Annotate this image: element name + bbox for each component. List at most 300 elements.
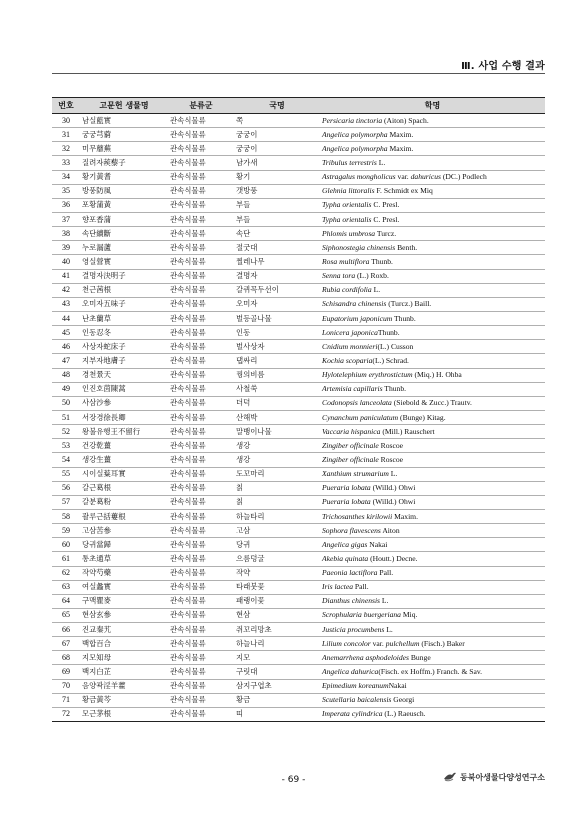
cell-korean-name: 타래붓꽃 [234, 580, 320, 594]
scientific-name-author: (Mill.) Rauschert [380, 426, 435, 436]
cell-old-name: 황금黃芩 [80, 693, 168, 707]
bird-logo-icon [443, 771, 457, 783]
cell-scientific-name [320, 283, 545, 297]
cell-korean-name: 궁궁이 [234, 142, 320, 156]
scientific-name-author: Maxim. [387, 129, 414, 139]
scientific-name-author: var. [395, 172, 411, 182]
scientific-name-author: (Willd.) Ohwi [370, 497, 416, 507]
table-row [52, 566, 545, 580]
scientific-name-author: Maxim. [387, 143, 414, 153]
cell-taxon-group: 관속식물류 [168, 594, 234, 608]
scientific-name-author: Thunb. [369, 256, 393, 266]
table-row [52, 467, 545, 481]
cell-old-name: 영실營實 [80, 255, 168, 269]
table-row [52, 594, 545, 608]
scientific-name-author: (L.) Raeusch. [382, 709, 426, 719]
cell-korean-name: 삼지구엽초 [234, 679, 320, 693]
cell-korean-name: 고삼 [234, 524, 320, 538]
column-header-korean-name: 국명 [234, 98, 320, 114]
cell-korean-name: 더덕 [234, 396, 320, 410]
cell-taxon-group: 관속식물류 [168, 212, 234, 226]
cell-old-name: 왕불유행王不留行 [80, 425, 168, 439]
table-row [52, 142, 545, 156]
scientific-name-author: L. [380, 596, 389, 606]
scientific-name-italic: Epimedium koreanum [322, 681, 389, 691]
scientific-name-italic: Scutellaria baicalensis [322, 695, 392, 705]
scientific-name-italic: Astragalus mongholicus [322, 172, 396, 182]
cell-korean-name: 속단 [234, 227, 320, 241]
cell-scientific-name [320, 382, 545, 396]
scientific-name-italic: Typha orientalis [322, 200, 372, 210]
scientific-name-italic: Angelica dahurica [322, 667, 379, 677]
cell-korean-name: 칡 [234, 495, 320, 509]
cell-old-name: 인진호茵陳蒿 [80, 382, 168, 396]
cell-korean-name: 하늘나리 [234, 637, 320, 651]
scientific-name-italic: Vaccaria hispanica [322, 426, 381, 436]
scientific-name-author: L. [371, 285, 381, 295]
cell-korean-name: 쥐꼬리망초 [234, 623, 320, 637]
table-row [52, 623, 545, 637]
cell-number: 64 [52, 594, 80, 608]
cell-number: 72 [52, 707, 80, 721]
cell-old-name: 사삼沙參 [80, 396, 168, 410]
cell-number: 53 [52, 439, 80, 453]
cell-scientific-name [320, 311, 545, 325]
cell-korean-name: 궁궁이 [234, 128, 320, 142]
scientific-name-author: (L.) Cusson [377, 341, 414, 351]
column-header-taxon-group: 분류군 [168, 98, 234, 114]
cell-scientific-name [320, 142, 545, 156]
cell-taxon-group: 관속식물류 [168, 184, 234, 198]
cell-taxon-group: 관속식물류 [168, 368, 234, 382]
cell-korean-name: 으름덩굴 [234, 552, 320, 566]
cell-taxon-group: 관속식물류 [168, 679, 234, 693]
table-row [52, 693, 545, 707]
cell-scientific-name [320, 665, 545, 679]
table-row [52, 212, 545, 226]
cell-korean-name: 당귀 [234, 538, 320, 552]
cell-scientific-name [320, 255, 545, 269]
cell-number: 35 [52, 184, 80, 198]
cell-number: 46 [52, 340, 80, 354]
cell-number: 45 [52, 326, 80, 340]
table-row [52, 269, 545, 283]
cell-number: 52 [52, 425, 80, 439]
cell-korean-name: 황기 [234, 170, 320, 184]
cell-number: 63 [52, 580, 80, 594]
cell-old-name: 지부자地膚子 [80, 354, 168, 368]
cell-number: 43 [52, 297, 80, 311]
table-row [52, 665, 545, 679]
cell-old-name: 서장경徐長卿 [80, 410, 168, 424]
cell-taxon-group: 관속식물류 [168, 439, 234, 453]
cell-korean-name: 생강 [234, 453, 320, 467]
cell-old-name: 백합百合 [80, 637, 168, 651]
table-row [52, 552, 545, 566]
cell-taxon-group: 관속식물류 [168, 297, 234, 311]
cell-taxon-group: 관속식물류 [168, 255, 234, 269]
cell-taxon-group: 관속식물류 [168, 227, 234, 241]
cell-taxon-group: 관속식물류 [168, 693, 234, 707]
cell-taxon-group: 관속식물류 [168, 410, 234, 424]
scientific-name-italic: Phlomis umbrosa [322, 228, 376, 238]
cell-korean-name: 벌사상자 [234, 340, 320, 354]
cell-korean-name: 오미자 [234, 297, 320, 311]
scientific-name-italic: Rubia cordifolia [322, 285, 372, 295]
cell-scientific-name [320, 509, 545, 523]
cell-number: 57 [52, 495, 80, 509]
scientific-name-author: C. Presl. [371, 214, 400, 224]
cell-korean-name: 인동 [234, 326, 320, 340]
cell-taxon-group: 관속식물류 [168, 142, 234, 156]
scientific-name-italic: Dianthus chinensis [322, 596, 381, 606]
cell-scientific-name [320, 538, 545, 552]
scientific-name-italic: Senna tora [322, 271, 356, 281]
cell-taxon-group: 관속식물류 [168, 495, 234, 509]
cell-old-name: 갈근葛根 [80, 481, 168, 495]
cell-scientific-name [320, 679, 545, 693]
cell-number: 59 [52, 524, 80, 538]
table-row [52, 128, 545, 142]
cell-korean-name: 갯방풍 [234, 184, 320, 198]
header-rule [52, 73, 545, 74]
scientific-name-italic: Akebia quinata [322, 553, 369, 563]
cell-scientific-name [320, 354, 545, 368]
cell-scientific-name [320, 439, 545, 453]
cell-taxon-group: 관속식물류 [168, 311, 234, 325]
species-table [52, 97, 545, 722]
cell-number: 40 [52, 255, 80, 269]
scientific-name-italic: Pueraria lobata [322, 483, 371, 493]
scientific-name-italic: Cynanchum paniculatum [322, 412, 399, 422]
table-row [52, 707, 545, 721]
scientific-name-author: Roscoe [378, 440, 404, 450]
cell-scientific-name [320, 693, 545, 707]
cell-taxon-group: 관속식물류 [168, 170, 234, 184]
cell-scientific-name [320, 425, 545, 439]
cell-scientific-name [320, 410, 545, 424]
cell-old-name: 속단續斷 [80, 227, 168, 241]
cell-korean-name: 구릿대 [234, 665, 320, 679]
scientific-name-italic: Imperata cylindrica [322, 709, 383, 719]
scientific-name-italic: Eupatorium japonicum [322, 313, 393, 323]
cell-taxon-group: 관속식물류 [168, 665, 234, 679]
scientific-name-italic: Hylotelephium erythrostictum [322, 370, 413, 380]
scientific-name-author: Pall. [353, 582, 369, 592]
scientific-name-italic: Trichosanthes kirilowii [322, 511, 393, 521]
scientific-name-author: (Aiton) Spach. [382, 115, 429, 125]
page-header-title: Ⅲ. 사업 수행 결과 [461, 61, 545, 72]
page-number: - 69 - [281, 775, 306, 785]
table-row [52, 396, 545, 410]
scientific-name-italic: Cnidium monnieri [322, 341, 378, 351]
table-body [52, 114, 545, 722]
cell-number: 44 [52, 311, 80, 325]
cell-number: 36 [52, 198, 80, 212]
table-row [52, 255, 545, 269]
column-header-number: 번호 [52, 98, 80, 114]
table-row [52, 481, 545, 495]
scientific-name-italic: Typha orientalis [322, 214, 372, 224]
cell-korean-name: 도꼬마리 [234, 467, 320, 481]
cell-korean-name: 띠 [234, 707, 320, 721]
scientific-name-author: var. [370, 638, 386, 648]
scientific-name-italic: Scrophularia buergeriana [322, 610, 401, 620]
cell-taxon-group: 관속식물류 [168, 128, 234, 142]
scientific-name-author: L. [384, 624, 393, 634]
scientific-name-author: (Bunge) Kitag. [398, 412, 446, 422]
cell-old-name: 지모知母 [80, 651, 168, 665]
cell-korean-name: 말뱅이나물 [234, 425, 320, 439]
cell-old-name: 괄루근括蔞根 [80, 509, 168, 523]
cell-old-name: 방풍防風 [80, 184, 168, 198]
table-row [52, 311, 545, 325]
cell-number: 61 [52, 552, 80, 566]
cell-old-name: 질려자蒺藜子 [80, 156, 168, 170]
cell-taxon-group: 관속식물류 [168, 340, 234, 354]
table-row [52, 425, 545, 439]
cell-old-name: 갈분葛粉 [80, 495, 168, 509]
cell-korean-name: 생강 [234, 439, 320, 453]
cell-number: 58 [52, 509, 80, 523]
cell-old-name: 작약芍藥 [80, 566, 168, 580]
scientific-name-italic: Pueraria lobata [322, 497, 371, 507]
cell-korean-name: 현삼 [234, 608, 320, 622]
cell-number: 65 [52, 608, 80, 622]
cell-korean-name: 쪽 [234, 114, 320, 128]
cell-number: 47 [52, 354, 80, 368]
scientific-name-author: (Siebold & Zucc.) Trautv. [391, 398, 472, 408]
table-row [52, 114, 545, 128]
table-row [52, 170, 545, 184]
cell-old-name: 고삼苦參 [80, 524, 168, 538]
cell-taxon-group: 관속식물류 [168, 608, 234, 622]
cell-scientific-name [320, 651, 545, 665]
scientific-name-italic: pulchellum [385, 638, 420, 648]
cell-old-name: 통초通草 [80, 552, 168, 566]
scientific-name-italic: Tribulus terrestris [322, 157, 377, 167]
cell-number: 56 [52, 481, 80, 495]
cell-korean-name: 댑싸리 [234, 354, 320, 368]
cell-scientific-name [320, 495, 545, 509]
cell-taxon-group: 관속식물류 [168, 198, 234, 212]
cell-korean-name: 찔레나무 [234, 255, 320, 269]
cell-old-name: 오미자五味子 [80, 297, 168, 311]
scientific-name-italic: dahuricus [410, 172, 441, 182]
cell-korean-name: 꿩의비름 [234, 368, 320, 382]
cell-number: 33 [52, 156, 80, 170]
table-row [52, 326, 545, 340]
cell-number: 70 [52, 679, 80, 693]
scientific-name-author: C. Presl. [371, 200, 400, 210]
cell-number: 34 [52, 170, 80, 184]
cell-number: 67 [52, 637, 80, 651]
table-row [52, 453, 545, 467]
column-header-old-name: 고문헌 생물명 [80, 98, 168, 114]
cell-taxon-group: 관속식물류 [168, 114, 234, 128]
cell-taxon-group: 관속식물류 [168, 481, 234, 495]
table-row [52, 241, 545, 255]
scientific-name-author: Miq. [400, 610, 418, 620]
cell-number: 49 [52, 382, 80, 396]
scientific-name-author: Nakai [367, 539, 388, 549]
table-row [52, 283, 545, 297]
cell-scientific-name [320, 212, 545, 226]
scientific-name-italic: Sophora flavescens [322, 525, 381, 535]
cell-scientific-name [320, 524, 545, 538]
scientific-name-author: Turcz. [375, 228, 397, 238]
scientific-name-italic: Zingiber officinale [322, 454, 379, 464]
cell-scientific-name [320, 227, 545, 241]
table-row [52, 679, 545, 693]
cell-number: 37 [52, 212, 80, 226]
scientific-name-author: Nakai [388, 681, 407, 691]
table-row [52, 524, 545, 538]
cell-number: 50 [52, 396, 80, 410]
cell-scientific-name [320, 608, 545, 622]
footer-logo [443, 771, 545, 783]
cell-taxon-group: 관속식물류 [168, 552, 234, 566]
cell-taxon-group: 관속식물류 [168, 651, 234, 665]
scientific-name-author: Aiton [380, 525, 400, 535]
cell-old-name: 생강生薑 [80, 453, 168, 467]
cell-korean-name: 부들 [234, 198, 320, 212]
cell-taxon-group: 관속식물류 [168, 326, 234, 340]
scientific-name-italic: Codonopsis lanceolata [322, 398, 392, 408]
cell-scientific-name [320, 566, 545, 580]
cell-scientific-name [320, 156, 545, 170]
scientific-name-author: (Willd.) Ohwi [370, 483, 416, 493]
table-row [52, 637, 545, 651]
cell-taxon-group: 관속식물류 [168, 707, 234, 721]
table-row [52, 354, 545, 368]
cell-old-name: 건강乾薑 [80, 439, 168, 453]
cell-scientific-name [320, 128, 545, 142]
cell-taxon-group: 관속식물류 [168, 509, 234, 523]
table-row [52, 184, 545, 198]
scientific-name-author: (DC.) Podlech [440, 172, 487, 182]
cell-taxon-group: 관속식물류 [168, 453, 234, 467]
cell-korean-name: 칡 [234, 481, 320, 495]
cell-old-name: 경천景天 [80, 368, 168, 382]
cell-scientific-name [320, 707, 545, 721]
cell-taxon-group: 관속식물류 [168, 637, 234, 651]
table-header-row [52, 98, 545, 114]
table-row [52, 495, 545, 509]
scientific-name-author: (L.) Roxb. [355, 271, 389, 281]
cell-taxon-group: 관속식물류 [168, 283, 234, 297]
scientific-name-author: Bunge [408, 652, 431, 662]
cell-korean-name: 작약 [234, 566, 320, 580]
cell-taxon-group: 관속식물류 [168, 241, 234, 255]
cell-korean-name: 황금 [234, 693, 320, 707]
scientific-name-italic: Angelica polymorpha [322, 129, 388, 139]
cell-old-name: 당귀當歸 [80, 538, 168, 552]
cell-scientific-name [320, 594, 545, 608]
cell-taxon-group: 관속식물류 [168, 269, 234, 283]
cell-old-name: 현삼玄參 [80, 608, 168, 622]
cell-taxon-group: 관속식물류 [168, 538, 234, 552]
cell-scientific-name [320, 326, 545, 340]
scientific-name-italic: Schisandra chinensis [322, 299, 387, 309]
scientific-name-italic: Angelica gigas [322, 539, 368, 549]
cell-taxon-group: 관속식물류 [168, 425, 234, 439]
cell-number: 42 [52, 283, 80, 297]
table-row [52, 651, 545, 665]
cell-number: 30 [52, 114, 80, 128]
cell-scientific-name [320, 184, 545, 198]
cell-scientific-name [320, 467, 545, 481]
cell-korean-name: 결명자 [234, 269, 320, 283]
cell-taxon-group: 관속식물류 [168, 566, 234, 580]
cell-korean-name: 하늘타리 [234, 509, 320, 523]
scientific-name-italic: Lilium concolor [322, 638, 371, 648]
cell-scientific-name [320, 241, 545, 255]
cell-old-name: 미무蘼蕪 [80, 142, 168, 156]
cell-old-name: 난초蘭草 [80, 311, 168, 325]
cell-number: 38 [52, 227, 80, 241]
table-row [52, 410, 545, 424]
table-row [52, 368, 545, 382]
cell-scientific-name [320, 453, 545, 467]
cell-old-name: 천근茜根 [80, 283, 168, 297]
scientific-name-author: (Houtt.) Decne. [368, 553, 418, 563]
cell-old-name: 사상자蛇床子 [80, 340, 168, 354]
scientific-name-italic: Justicia procumbens [322, 624, 385, 634]
cell-taxon-group: 관속식물류 [168, 396, 234, 410]
scientific-name-italic: Anemarrhena asphodeloides [322, 652, 409, 662]
table-row [52, 382, 545, 396]
scientific-name-author: (Miq.) H. Ohba [412, 370, 462, 380]
cell-number: 68 [52, 651, 80, 665]
scientific-name-italic: Siphonostegia chinensis [322, 242, 396, 252]
scientific-name-italic: Angelica polymorpha [322, 143, 388, 153]
table-row [52, 297, 545, 311]
cell-old-name: 백지白芷 [80, 665, 168, 679]
cell-number: 39 [52, 241, 80, 255]
cell-korean-name: 사철쑥 [234, 382, 320, 396]
scientific-name-author: (L.) Schrad. [372, 355, 409, 365]
cell-number: 51 [52, 410, 80, 424]
scientific-name-author: Thunb. [382, 384, 407, 394]
scientific-name-italic: Persicaria tinctoria [322, 115, 383, 125]
cell-taxon-group: 관속식물류 [168, 156, 234, 170]
cell-old-name: 여실蠡實 [80, 580, 168, 594]
cell-scientific-name [320, 481, 545, 495]
cell-taxon-group: 관속식물류 [168, 382, 234, 396]
cell-number: 48 [52, 368, 80, 382]
cell-scientific-name [320, 297, 545, 311]
scientific-name-italic: Xanthium strumarium [322, 469, 389, 479]
table-row [52, 340, 545, 354]
table-row [52, 439, 545, 453]
scientific-name-author: Georgi [391, 695, 415, 705]
cell-taxon-group: 관속식물류 [168, 623, 234, 637]
table-row [52, 509, 545, 523]
cell-number: 31 [52, 128, 80, 142]
scientific-name-italic: Kochia scoparia [322, 355, 373, 365]
cell-korean-name: 절굿대 [234, 241, 320, 255]
cell-old-name: 누로漏蘆 [80, 241, 168, 255]
scientific-name-author: (Turcz.) Baill. [386, 299, 432, 309]
org-name: 동북아생물다양성연구소 [459, 772, 545, 782]
cell-korean-name: 지모 [234, 651, 320, 665]
scientific-name-italic: Lonicera japonica [322, 327, 378, 337]
cell-korean-name: 산해박 [234, 410, 320, 424]
cell-taxon-group: 관속식물류 [168, 467, 234, 481]
cell-old-name: 향포香蒲 [80, 212, 168, 226]
table-row [52, 198, 545, 212]
